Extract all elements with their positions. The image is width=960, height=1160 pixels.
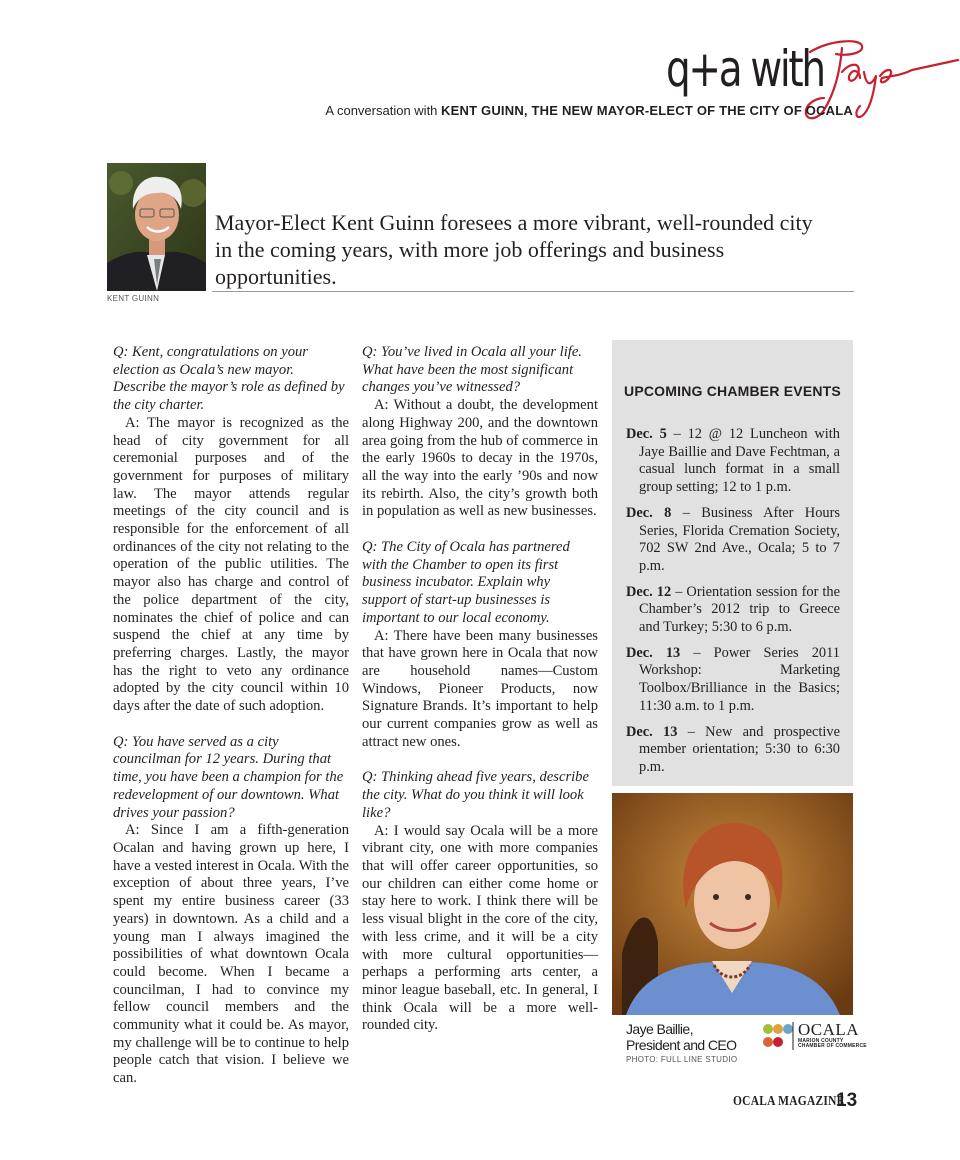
events-sidebar (612, 340, 853, 786)
question-2: Q: You have served as a city councilman for 12 years. During that time, you have been a champion for the redevelopment of our downtown. What drives your passion? (113, 733, 344, 821)
answer-2: A: Since I am a fifth-generation Ocalan and having grown up here, I have a vested interest in Ocala. With the exception of about three years, I’ve spent my entire business career (33 years) in downtown. As a child and a young man I always imagined the possibilities of what downtown Ocala could become. When I became a councilman, I had to convince my fellow council members and the community what it could be. As mayor, my challenge will be to continue to help people catch that vision. I believe we can. (113, 822, 349, 1087)
chamber-logo-sub (798, 1039, 867, 1049)
question-4: Q: The City of Ocala has partnered with the Chamber to open its first business incubator. Explain why support of start-up businesses is important to our local economy. (362, 539, 570, 626)
chamber-logo-county: MARION COUNTY (798, 1038, 844, 1044)
column-2 (362, 344, 598, 1035)
chamber-logo-name: OCALA (798, 1020, 860, 1039)
event-item (626, 584, 840, 637)
chamber-logo-icon (762, 1022, 794, 1050)
event-item (626, 724, 840, 777)
answer-3: A: Without a doubt, the development along Highway 200, and the downtown area going from the hub of commerce in the early 1960s to decay in the 1970s, all the way into the early ’90s and now its rebirth. Also, the city’s growth both in population as well as new businesses. (362, 397, 598, 520)
event-date: Dec. 12 (626, 583, 672, 600)
photo-caption-name: Jaye Baillie, (626, 1021, 693, 1037)
event-item (626, 505, 840, 576)
subtitle-name: KENT GUINN, THE NEW MAYOR-ELECT OF THE CITY OF OCALA (441, 103, 853, 118)
photo-caption (626, 1021, 736, 1053)
event-item (626, 426, 840, 497)
event-date: Dec. 5 (626, 426, 667, 442)
question-1: Q: Kent, congratulations on your election as Ocala’s new mayor. Describe the mayor’s role as defined by the city charter. (113, 344, 345, 414)
event-date: Dec. 13 (626, 723, 678, 740)
jaye-baillie-photo (612, 793, 853, 1015)
chamber-logo-chamber: CHAMBER OF COMMERCE (798, 1043, 867, 1049)
column-1 (113, 344, 349, 1088)
event-text: – New and prospective member orientation; 5:30 to 6:30 p.m. (639, 723, 840, 775)
portrait-caption: KENT GUINN (107, 294, 160, 303)
event-text: – Business After Hours Series, Florida Cremation Society, 702 SW 2nd Ave., Ocala; 5 to 7 p.m. (639, 504, 840, 574)
event-text: – 12 @ 12 Luncheon with Jaye Baillie and Dave Fechtman, a casual lunch format in a small group setting; 12 to 1 p.m. (639, 426, 840, 496)
event-date: Dec. 13 (626, 644, 681, 661)
answer-4: A: There have been many businesses that have grown here in Ocala that now are household names—Custom Windows, Pioneer Products, now Signature Brands. It’s important to help our current companies grow as well as attract new ones. (362, 627, 598, 750)
photo-credit: PHOTO: FULL LINE STUDIO (626, 1055, 738, 1064)
events-list (626, 426, 840, 785)
photo-caption-title: President and CEO (626, 1037, 737, 1053)
intro-divider (212, 291, 854, 292)
event-date: Dec. 8 (626, 504, 672, 521)
answer-1: A: The mayor is recognized as the head of city government for all ceremonial purposes and of the government for purposes of military law. The mayor attends regular meetings of the city council and is responsible for the enforcement of all ordinances of the city not relating to the operation of the public utilities. The mayor also has charge and control of the police department of the city, nominates the chief of police and can suspend the chief at any time by preferring charges. Lastly, the mayor has the right to veto any ordinance adopted by the city council within 10 days after the date of such adoption. (113, 414, 349, 715)
question-3: Q: You’ve lived in Ocala all your life. What have been the most significant changes you’ve witnessed? (362, 344, 582, 396)
intro-deck: Mayor-Elect Kent Guinn foresees a more vibrant, well-rounded city in the coming years, with more job offerings and business opportunities. (215, 210, 813, 289)
answer-5: A: I would say Ocala will be a more vibrant city, one with more companies that will offer career opportunities, so our children can either come home or stay here to work. I think there will be less visual blight in the core of the city, with less crime, and it will be a city with more cultural opportunities—perhaps a performing arts center, a minor league baseball, etc. In general, I think Ocala will be a more well-rounded city. (362, 822, 598, 1034)
events-title: UPCOMING CHAMBER EVENTS (624, 383, 841, 399)
kent-guinn-portrait (107, 163, 206, 291)
event-text: – Power Series 2011 Workshop: Marketing Toolbox/Brilliance in the Basics; 11:30 a.m. to 1 p.m. (639, 644, 840, 714)
event-item (626, 645, 840, 716)
event-text: – Orientation session for the Chamber’s 2012 trip to Greece and Turkey; 5:30 to 6 p.m. (639, 583, 840, 636)
subtitle (0, 103, 853, 118)
footer-magazine: OCALA MAGAZINE (733, 1094, 845, 1109)
subtitle-lead: A conversation with (325, 103, 442, 118)
page-number: 13 (836, 1090, 858, 1111)
feature-title: q+a with (666, 40, 824, 98)
question-5: Q: Thinking ahead five years, describe the city. What do you think it will look like? (362, 769, 589, 821)
